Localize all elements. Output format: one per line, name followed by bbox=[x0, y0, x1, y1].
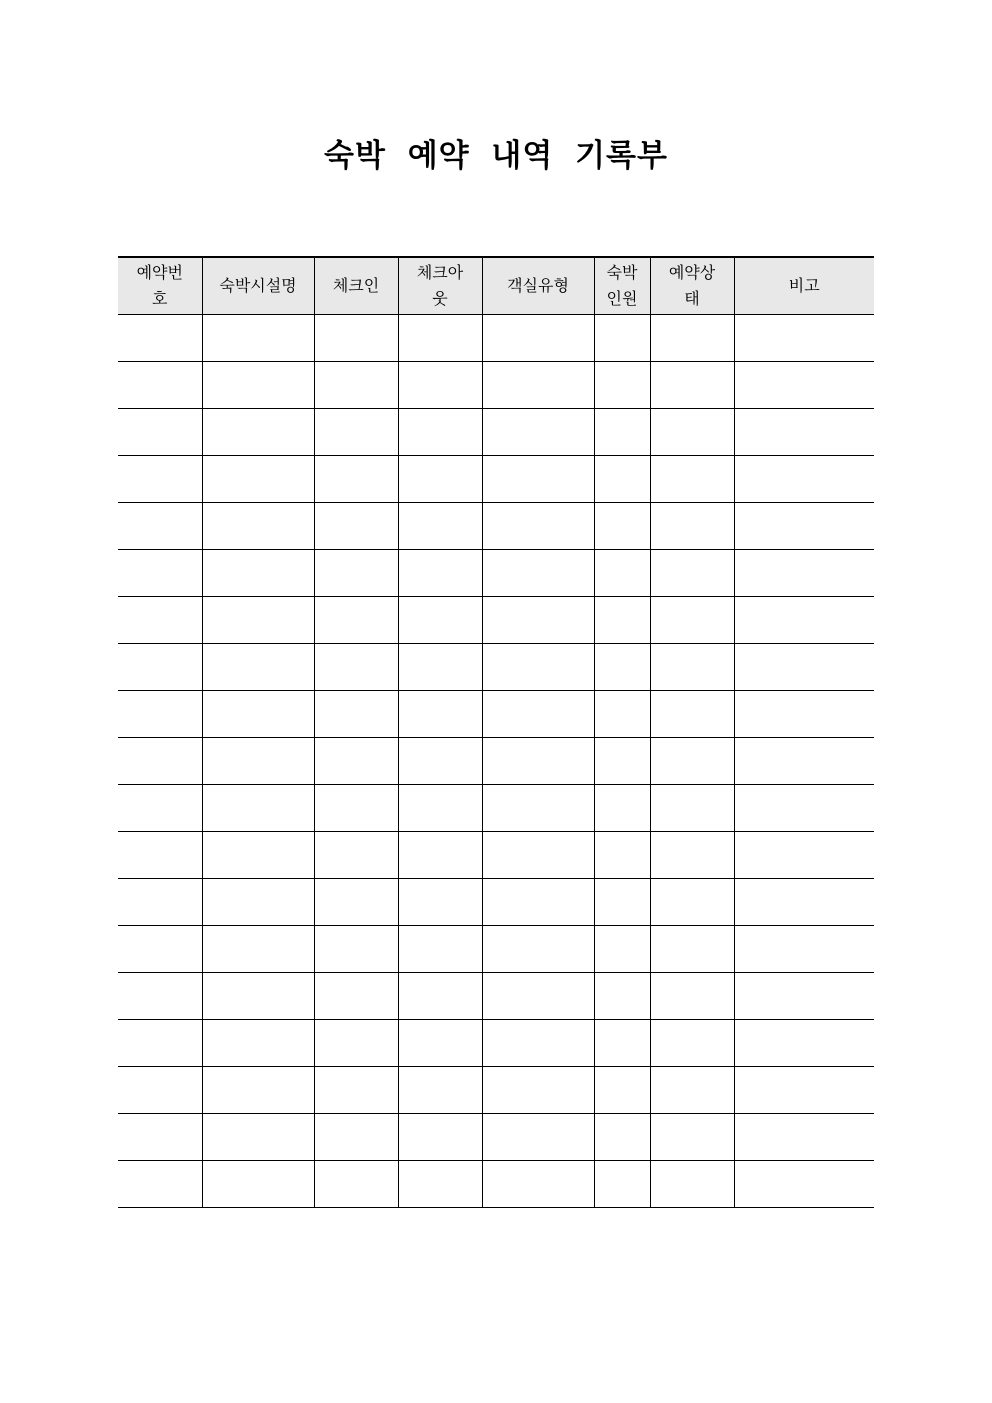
table-cell[interactable] bbox=[734, 690, 874, 737]
table-cell[interactable] bbox=[650, 314, 734, 361]
table-cell[interactable] bbox=[650, 643, 734, 690]
table-cell[interactable] bbox=[398, 596, 482, 643]
table-cell[interactable] bbox=[734, 408, 874, 455]
table-cell[interactable] bbox=[202, 690, 314, 737]
header-check-out: 체크아 웃 bbox=[398, 257, 482, 314]
table-cell[interactable] bbox=[118, 1019, 202, 1066]
table-cell[interactable] bbox=[398, 314, 482, 361]
table-cell[interactable] bbox=[202, 878, 314, 925]
table-cell[interactable] bbox=[314, 455, 398, 502]
header-row bbox=[118, 257, 874, 314]
table-cell[interactable] bbox=[650, 361, 734, 408]
table-cell[interactable] bbox=[594, 737, 650, 784]
table-cell[interactable] bbox=[398, 1113, 482, 1160]
table-cell[interactable] bbox=[734, 643, 874, 690]
table-cell[interactable] bbox=[314, 1113, 398, 1160]
table-cell[interactable] bbox=[398, 831, 482, 878]
table-cell[interactable] bbox=[650, 831, 734, 878]
reservation-record-table bbox=[118, 256, 874, 1208]
table-cell[interactable] bbox=[118, 972, 202, 1019]
table-cell[interactable] bbox=[734, 1019, 874, 1066]
table-cell[interactable] bbox=[650, 1113, 734, 1160]
page-title: 숙박 예약 내역 기록부 bbox=[324, 138, 668, 174]
header-check-in: 체크인 bbox=[314, 257, 398, 314]
table-cell[interactable] bbox=[398, 690, 482, 737]
table-cell[interactable] bbox=[594, 1019, 650, 1066]
table-cell[interactable] bbox=[398, 455, 482, 502]
table-cell[interactable] bbox=[482, 1019, 594, 1066]
table-row bbox=[118, 972, 874, 1019]
table-cell[interactable] bbox=[202, 361, 314, 408]
table-cell[interactable] bbox=[314, 690, 398, 737]
table-cell[interactable] bbox=[734, 455, 874, 502]
table-cell[interactable] bbox=[202, 314, 314, 361]
header-remarks: 비고 bbox=[734, 257, 874, 314]
table-cell[interactable] bbox=[482, 831, 594, 878]
table-cell[interactable] bbox=[398, 925, 482, 972]
table-cell[interactable] bbox=[482, 878, 594, 925]
table-row bbox=[118, 596, 874, 643]
table-cell[interactable] bbox=[594, 1066, 650, 1113]
table-cell[interactable] bbox=[118, 408, 202, 455]
table-cell[interactable] bbox=[398, 502, 482, 549]
table-cell[interactable] bbox=[118, 1160, 202, 1207]
table-cell[interactable] bbox=[482, 361, 594, 408]
table-cell[interactable] bbox=[314, 596, 398, 643]
table-row bbox=[118, 1019, 874, 1066]
table-cell[interactable] bbox=[482, 784, 594, 831]
table-cell[interactable] bbox=[650, 408, 734, 455]
table-cell[interactable] bbox=[202, 1066, 314, 1113]
table-cell[interactable] bbox=[314, 549, 398, 596]
table-cell[interactable] bbox=[594, 784, 650, 831]
table-row bbox=[118, 690, 874, 737]
table-cell[interactable] bbox=[202, 408, 314, 455]
table-cell[interactable] bbox=[594, 1113, 650, 1160]
table-cell[interactable] bbox=[482, 314, 594, 361]
table-cell[interactable] bbox=[202, 549, 314, 596]
table-cell[interactable] bbox=[118, 455, 202, 502]
table-cell[interactable] bbox=[594, 455, 650, 502]
table-cell[interactable] bbox=[482, 737, 594, 784]
table-cell[interactable] bbox=[314, 1019, 398, 1066]
table-cell[interactable] bbox=[594, 408, 650, 455]
table-cell[interactable] bbox=[482, 1160, 594, 1207]
table-cell[interactable] bbox=[594, 1160, 650, 1207]
table-cell[interactable] bbox=[650, 878, 734, 925]
table-cell[interactable] bbox=[594, 831, 650, 878]
table-cell[interactable] bbox=[202, 784, 314, 831]
table-cell[interactable] bbox=[314, 737, 398, 784]
table-cell[interactable] bbox=[314, 784, 398, 831]
table-cell[interactable] bbox=[398, 737, 482, 784]
table-cell[interactable] bbox=[202, 596, 314, 643]
table-cell[interactable] bbox=[314, 925, 398, 972]
table-cell[interactable] bbox=[118, 784, 202, 831]
table-cell[interactable] bbox=[314, 643, 398, 690]
table-cell[interactable] bbox=[594, 596, 650, 643]
table-cell[interactable] bbox=[650, 1019, 734, 1066]
table-cell[interactable] bbox=[202, 1019, 314, 1066]
table-row bbox=[118, 643, 874, 690]
table-cell[interactable] bbox=[118, 831, 202, 878]
table-row bbox=[118, 314, 874, 361]
table-cell[interactable] bbox=[482, 596, 594, 643]
table-cell[interactable] bbox=[482, 643, 594, 690]
table-cell[interactable] bbox=[594, 502, 650, 549]
header-reservation-number: 예약번 호 bbox=[118, 257, 202, 314]
table-cell[interactable] bbox=[734, 1160, 874, 1207]
table-cell[interactable] bbox=[650, 455, 734, 502]
table-cell[interactable] bbox=[398, 361, 482, 408]
table-row bbox=[118, 831, 874, 878]
table-cell[interactable] bbox=[398, 549, 482, 596]
table-cell[interactable] bbox=[482, 502, 594, 549]
table-cell[interactable] bbox=[314, 361, 398, 408]
table-cell[interactable] bbox=[202, 502, 314, 549]
table-cell[interactable] bbox=[594, 690, 650, 737]
table-cell[interactable] bbox=[202, 972, 314, 1019]
table-body bbox=[118, 314, 874, 1207]
table-cell[interactable] bbox=[650, 784, 734, 831]
table-cell[interactable] bbox=[734, 925, 874, 972]
table-cell[interactable] bbox=[398, 972, 482, 1019]
table-cell[interactable] bbox=[734, 737, 874, 784]
table-cell[interactable] bbox=[734, 1066, 874, 1113]
table-cell[interactable] bbox=[734, 314, 874, 361]
header-guest-count: 숙박 인원 bbox=[594, 257, 650, 314]
table-cell[interactable] bbox=[734, 878, 874, 925]
table-cell[interactable] bbox=[650, 925, 734, 972]
table-cell[interactable] bbox=[594, 361, 650, 408]
table-cell[interactable] bbox=[314, 408, 398, 455]
table-cell[interactable] bbox=[482, 925, 594, 972]
table-cell[interactable] bbox=[734, 831, 874, 878]
table-cell[interactable] bbox=[398, 1019, 482, 1066]
table-cell[interactable] bbox=[734, 549, 874, 596]
table-row bbox=[118, 1113, 874, 1160]
table-cell[interactable] bbox=[398, 1160, 482, 1207]
table-row bbox=[118, 784, 874, 831]
table-cell[interactable] bbox=[594, 878, 650, 925]
table-cell[interactable] bbox=[118, 1113, 202, 1160]
table-row bbox=[118, 455, 874, 502]
table-cell[interactable] bbox=[118, 643, 202, 690]
header-accommodation-name: 숙박시설명 bbox=[202, 257, 314, 314]
table-cell[interactable] bbox=[314, 1160, 398, 1207]
table-cell[interactable] bbox=[594, 643, 650, 690]
table-row bbox=[118, 925, 874, 972]
table-cell[interactable] bbox=[398, 784, 482, 831]
table-cell[interactable] bbox=[314, 502, 398, 549]
table-cell[interactable] bbox=[594, 925, 650, 972]
table-cell[interactable] bbox=[650, 690, 734, 737]
table-cell[interactable] bbox=[202, 831, 314, 878]
table-cell[interactable] bbox=[314, 831, 398, 878]
table-cell[interactable] bbox=[118, 690, 202, 737]
table-cell[interactable] bbox=[594, 314, 650, 361]
table-cell[interactable] bbox=[594, 972, 650, 1019]
table-cell[interactable] bbox=[650, 596, 734, 643]
table-cell[interactable] bbox=[650, 1066, 734, 1113]
table-cell[interactable] bbox=[734, 1113, 874, 1160]
table-cell[interactable] bbox=[118, 878, 202, 925]
table-cell[interactable] bbox=[202, 1160, 314, 1207]
table-row bbox=[118, 1066, 874, 1113]
table-cell[interactable] bbox=[202, 1113, 314, 1160]
table-cell[interactable] bbox=[398, 1066, 482, 1113]
table-cell[interactable] bbox=[482, 408, 594, 455]
table-row bbox=[118, 878, 874, 925]
table-cell[interactable] bbox=[118, 361, 202, 408]
table-cell[interactable] bbox=[482, 1066, 594, 1113]
table-cell[interactable] bbox=[118, 1066, 202, 1113]
table-row bbox=[118, 361, 874, 408]
table-cell[interactable] bbox=[314, 878, 398, 925]
table-cell[interactable] bbox=[398, 878, 482, 925]
table-cell[interactable] bbox=[482, 455, 594, 502]
table-cell[interactable] bbox=[734, 502, 874, 549]
table-row bbox=[118, 408, 874, 455]
table-cell[interactable] bbox=[398, 643, 482, 690]
table-cell[interactable] bbox=[314, 1066, 398, 1113]
table-cell[interactable] bbox=[202, 925, 314, 972]
table-cell[interactable] bbox=[398, 408, 482, 455]
header-reservation-status: 예약상 태 bbox=[650, 257, 734, 314]
table-row bbox=[118, 737, 874, 784]
table-cell[interactable] bbox=[650, 737, 734, 784]
table-cell[interactable] bbox=[734, 361, 874, 408]
table-cell[interactable] bbox=[118, 925, 202, 972]
table-row bbox=[118, 502, 874, 549]
table-cell[interactable] bbox=[650, 502, 734, 549]
table-cell[interactable] bbox=[202, 455, 314, 502]
table-row bbox=[118, 549, 874, 596]
table-cell[interactable] bbox=[650, 1160, 734, 1207]
table-cell[interactable] bbox=[734, 972, 874, 1019]
table-cell[interactable] bbox=[118, 737, 202, 784]
table-cell[interactable] bbox=[650, 549, 734, 596]
table-cell[interactable] bbox=[118, 549, 202, 596]
header-room-type: 객실유형 bbox=[482, 257, 594, 314]
table-cell[interactable] bbox=[314, 314, 398, 361]
table-cell[interactable] bbox=[202, 643, 314, 690]
table-cell[interactable] bbox=[650, 972, 734, 1019]
table-cell[interactable] bbox=[118, 314, 202, 361]
table-cell[interactable] bbox=[482, 690, 594, 737]
table-cell[interactable] bbox=[202, 737, 314, 784]
table-cell[interactable] bbox=[118, 596, 202, 643]
table-cell[interactable] bbox=[482, 549, 594, 596]
table-cell[interactable] bbox=[118, 502, 202, 549]
table-cell[interactable] bbox=[594, 549, 650, 596]
table-cell[interactable] bbox=[482, 972, 594, 1019]
table-cell[interactable] bbox=[734, 784, 874, 831]
table-cell[interactable] bbox=[482, 1113, 594, 1160]
table-cell[interactable] bbox=[314, 972, 398, 1019]
table-row bbox=[118, 1160, 874, 1207]
table-cell[interactable] bbox=[734, 596, 874, 643]
